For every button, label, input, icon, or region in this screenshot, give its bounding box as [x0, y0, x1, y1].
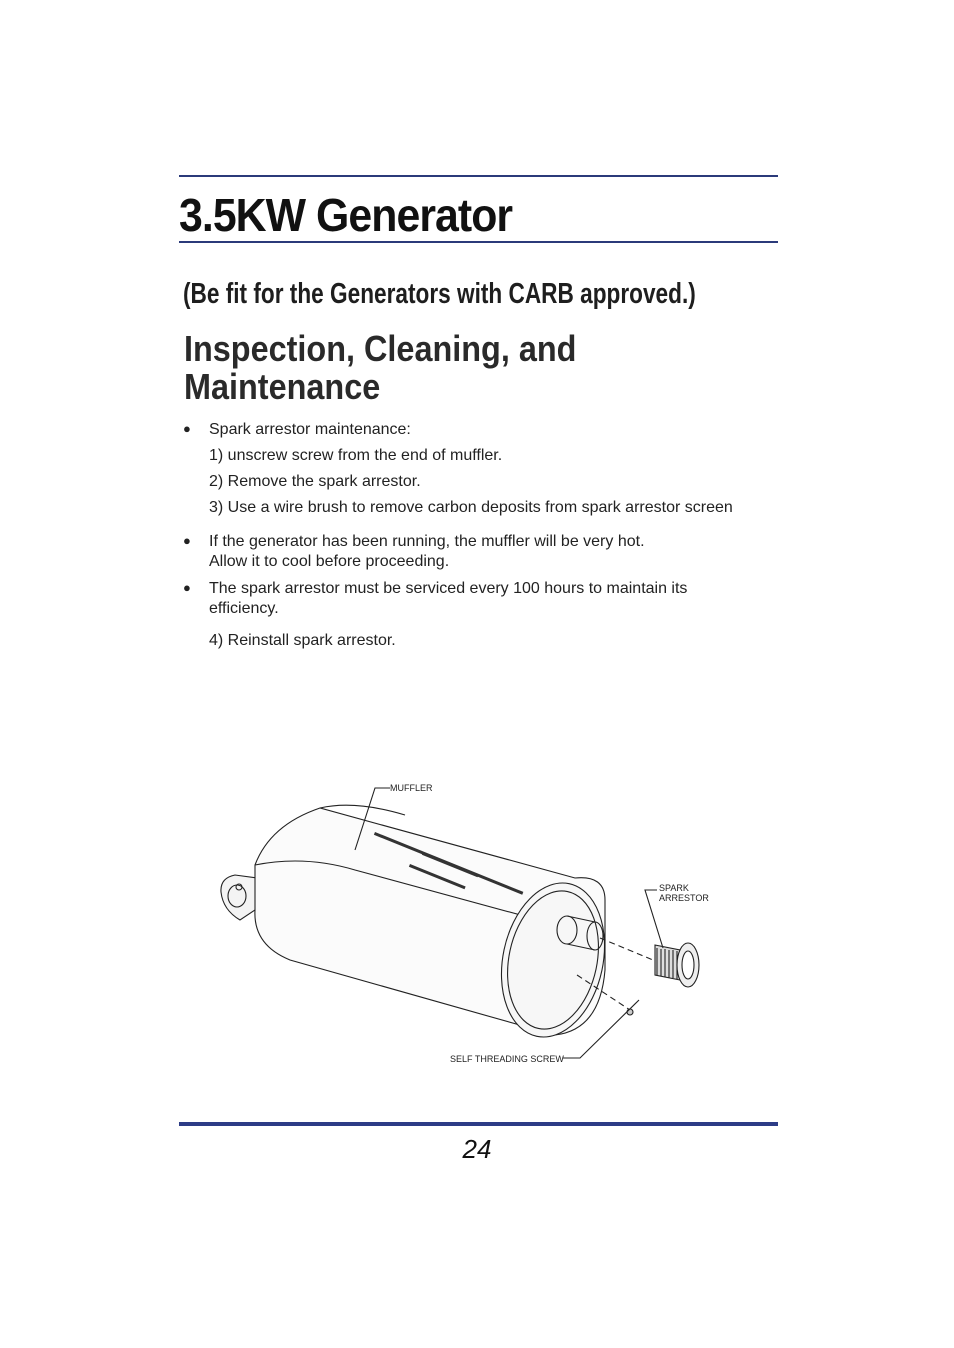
- label-spark-line1: SPARK: [659, 883, 689, 893]
- muffler-diagram: [195, 770, 725, 1080]
- step-4: 4) Reinstall spark arrestor.: [209, 632, 396, 649]
- page-number: 24: [462, 1134, 492, 1164]
- title-underline: [179, 241, 778, 243]
- section-heading-line1: Inspection, Cleaning, and: [184, 328, 577, 369]
- carb-subtitle: (Be fit for the Generators with CARB approved.): [183, 278, 696, 310]
- label-self-threading-screw: SELF THREADING SCREW: [450, 1054, 564, 1064]
- section-heading: [184, 330, 576, 406]
- section-heading-line2: Maintenance: [184, 366, 381, 407]
- bullet-dot: ●: [183, 421, 191, 436]
- step-2: 2) Remove the spark arrestor.: [209, 473, 421, 490]
- label-muffler: MUFFLER: [390, 783, 433, 793]
- warning-hot-line1: If the generator has been running, the muffler will be very hot.: [209, 533, 645, 550]
- bullet-dot: ●: [183, 580, 191, 595]
- step-1: 1) unscrew screw from the end of muffler.: [209, 447, 503, 464]
- page-title: 3.5KW Generator: [179, 189, 513, 241]
- footer-rule: [179, 1122, 778, 1126]
- step-3: 3) Use a wire brush to remove carbon deposits from spark arrestor screen: [209, 499, 733, 516]
- service-interval-line1: The spark arrestor must be serviced every 100 hours to maintain its: [209, 580, 688, 597]
- service-interval-line2: efficiency.: [209, 600, 279, 617]
- warning-hot-line2: Allow it to cool before proceeding.: [209, 553, 450, 570]
- bullet-dot: ●: [183, 533, 191, 548]
- muffler-body: [221, 788, 699, 1058]
- bullet-spark-arrestor: Spark arrestor maintenance:: [209, 421, 411, 438]
- top-rule: [179, 175, 778, 177]
- label-spark-line2: ARRESTOR: [659, 893, 709, 903]
